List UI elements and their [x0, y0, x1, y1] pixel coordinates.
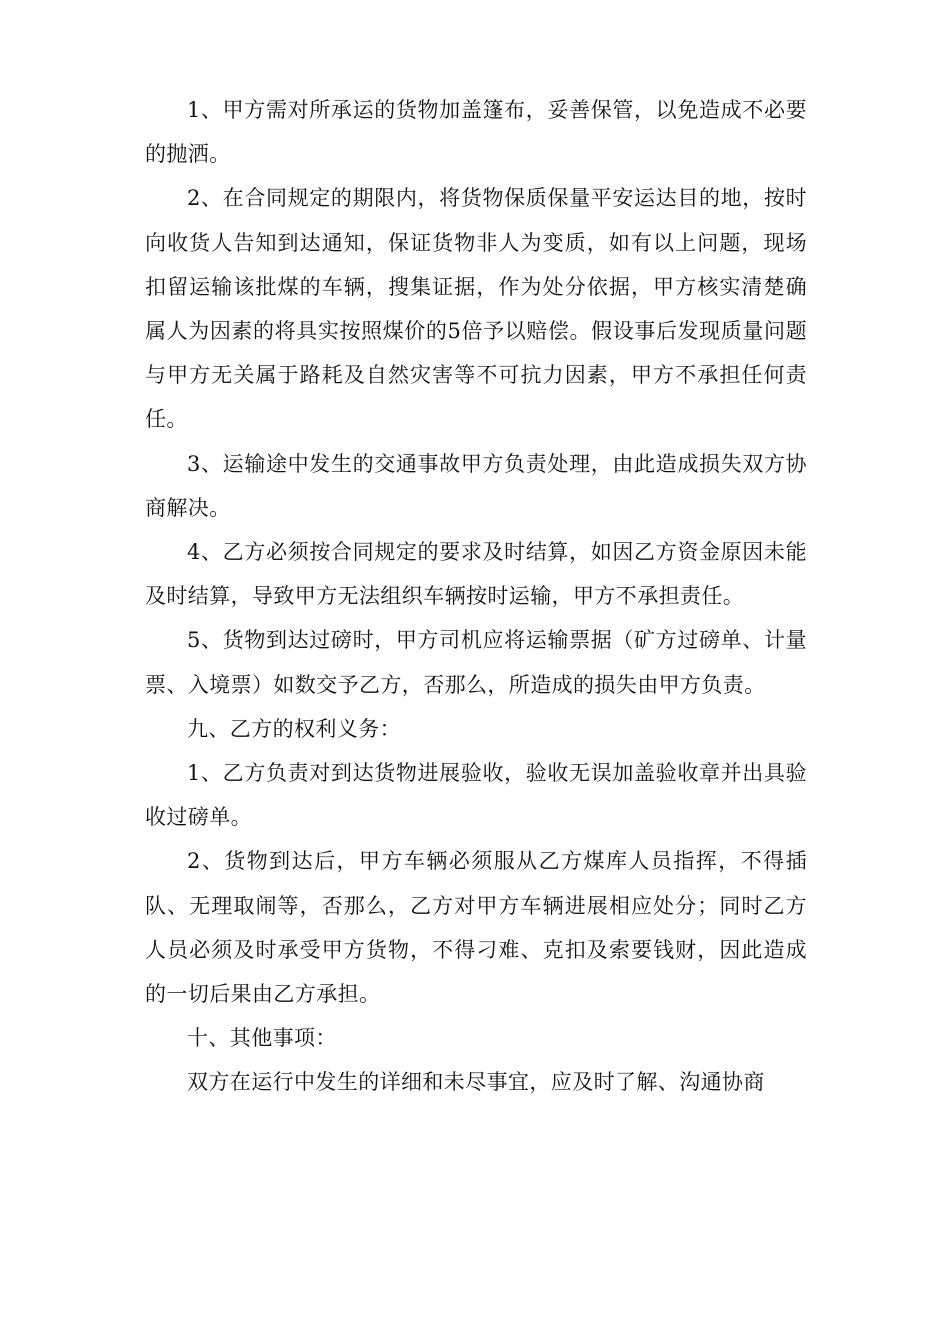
clause-8-2-paragraph: 2、在合同规定的期限内，将货物保质保量平安运达目的地，按时向收货人告知到达通知，保证货物非人为变质，如有以上问题，现场扣留运输该批煤的车辆，搜集证据，作为处分依据，甲方核实清楚确属人为因素的将具实按照煤价的5倍予以赔偿。假设事后发现质量问题与甲方无关属于路耗及自然灾害等不可抗力因素，甲方不承担任何责任。 — [145, 186, 807, 432]
clause-8-1-paragraph: 1、甲方需对所承运的货物加盖篷布，妥善保管，以免造成不必要的抛洒。 — [145, 98, 807, 167]
document-body — [145, 88, 807, 1105]
clause-9-1-paragraph: 1、乙方负责对到达货物进展验收，验收无误加盖验收章并出具验收过磅单。 — [145, 761, 807, 830]
clause-8-5-paragraph: 5、货物到达过磅时，甲方司机应将运输票据（矿方过磅单、计量票、入境票）如数交予乙方，否那么，所造成的损失由甲方负责。 — [145, 628, 807, 697]
clause-8-4-paragraph: 4、乙方必须按合同规定的要求及时结算，如因乙方资金原因未能及时结算，导致甲方无法组织车辆按时运输，甲方不承担责任。 — [145, 540, 807, 609]
clause-10-paragraph: 双方在运行中发生的详细和未尽事宜，应及时了解、沟通协商 — [187, 1070, 765, 1095]
section-9-heading: 九、乙方的权利义务： — [187, 716, 401, 741]
clause-9-2-paragraph: 2、货物到达后，甲方车辆必须服从乙方煤库人员指挥，不得插队、无理取闹等，否那么，乙方对甲方车辆进展相应处分；同时乙方人员必须及时承受甲方货物，不得刁难、克扣及索要钱财，因此造成的一切后果由乙方承担。 — [145, 849, 807, 1007]
section-10-heading: 十、其他事项： — [187, 1026, 337, 1051]
clause-8-3-paragraph: 3、运输途中发生的交通事故甲方负责处理，由此造成损失双方协商解决。 — [145, 451, 807, 520]
